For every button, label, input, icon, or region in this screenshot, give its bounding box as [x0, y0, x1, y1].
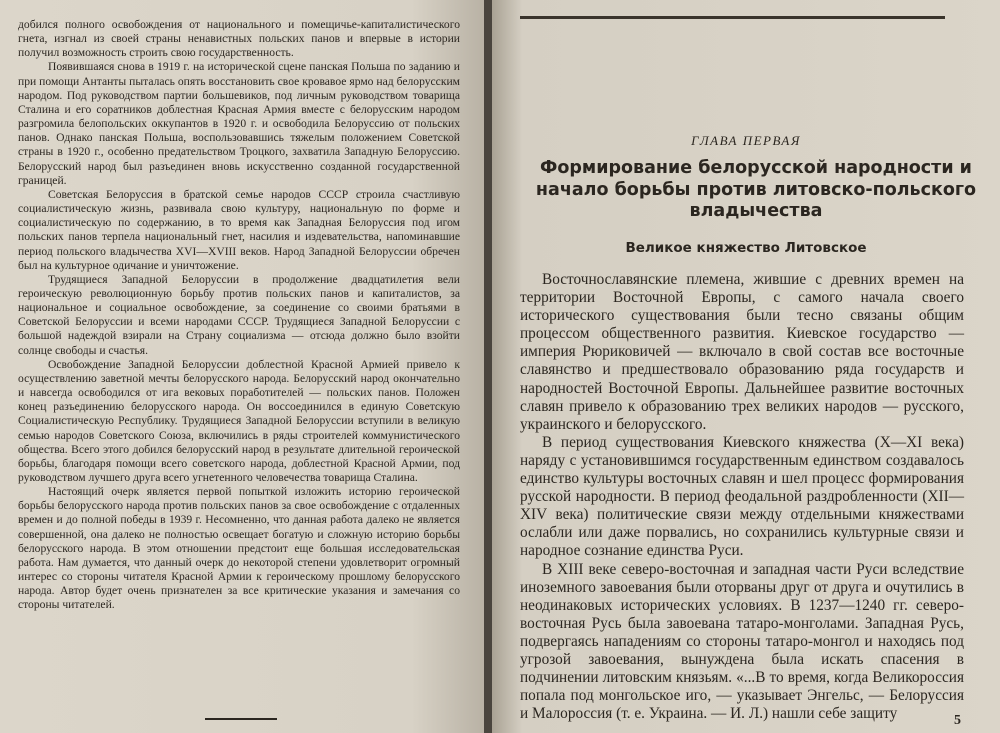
left-paragraph-5: Освобождение Западной Белоруссии доблестной Красной Армией привело к осуществлению заветной мечты белорусского народа. Белорусский народ окончательно и навсегда освободился от ига вековых поработителей — польских панов. Положен конец разъединению белорусского народа. Он воссоединился в единую Советскую Социалистическую Республику. Трудящиеся Западной Белоруссии вступили в великую семью народов Советского Союза, включились в ряды строителей коммунистического общества. Всего этого добился белорусский народ в результате длительной героической борьбы, благодаря помощи всего советского народа, доблестной Красной Армии, под руководством лучшего друга всего угнетенного человечества товарища Сталина. [18, 357, 460, 484]
header-rule [520, 16, 940, 19]
left-paragraph-3: Советская Белоруссия в братской семье народов СССР строила счастливую социалистическую жизнь, развивала свою культуру, национальную по форме и социалистическую по содержанию, в то время как Западная Белоруссия под игом польских панов терпела национальный гнет, насилия и издевательства, напоминавшие период польского владычества XVI—XVIII веков. Народ Западной Белоруссии обречен был на культурное одичание и уничтожение. [18, 187, 460, 272]
page-number: 5 [954, 713, 961, 728]
section-title: Великое княжество Литовское [625, 240, 867, 256]
left-page [0, 0, 484, 733]
header-rule-end [940, 16, 945, 19]
book-gutter [484, 0, 492, 733]
left-paragraph-2: Появившаяся снова в 1919 г. на исторической сцене панская Польша по заданию и при помощи Антанты пыталась опять восстановить свое кровавое ярмо над белорусским народом. Под руководством партии большевиков, под личным руководством товарища Сталина и его соратников доблестная Красная Армия вместе с белорусским народом разгромила белопольских оккупантов в 1920 г. и освободила Белоруссию от польских панов. Однако панская Польша, воспользовавшись тяжелым положением Советской страны в 1920 г., особенно предательством Троцкого, захватила Западную Белоруссию. Белорусский народ был разъединен вновь искусственно созданной государственной границей. [18, 60, 460, 187]
right-page-text [520, 271, 964, 723]
end-rule [205, 718, 277, 720]
right-paragraph-3: В XIII веке северо-восточная и западная части Руси вследствие иноземного завоевания были оторваны друг от друга и очутились в неодинаковых исторических условиях. В 1237—1240 гг. северо-восточная Русь была завоевана татаро-монголами. Западная Русь, подвергаясь нападениям со стороны татаро-монгол и находясь под угрозой завоевания, вынуждена была искать спасения в подчинении литовским князьям. «...В то время, когда Великороссия попала под монгольское иго, — указывает Энгельс, — Белоруссия и Малороссия (т. е. Украина. — И. Л.) нашли себе защиту [520, 560, 964, 723]
left-paragraph-1: добился полного освобождения от национального и помещичье-капиталистического гнета, изгнал из своей страны ненавистных польских панов и впервые в истории получил возможность строить свою государственность. [18, 18, 460, 60]
right-page [492, 0, 1000, 733]
chapter-label: ГЛАВА ПЕРВАЯ [691, 133, 801, 148]
right-paragraph-1: Восточнославянские племена, жившие с древних времен на территории Восточной Европы, с самого начала своего исторического существования были тесно связаны общим процессом общественного развития. Киевское государство — империя Рюриковичей — включало в свой состав все восточные славянство и предшествовало образованию ряда государств и народностей Восточной Европы. Дальнейшее развитие восточных славян привело к образованию трех великих народов — русского, украинского и белорусского. [520, 271, 964, 433]
right-paragraph-2: В период существования Киевского княжества (X—XI века) наряду с установившимся государственным единством создавалось единство культуры восточных славян и шел процесс формирования русской народности. В период феодальной раздробленности (XII—XIV века) политические связи между отдельными княжествами ослабли или даже порвались, но сохранились культурные связи и народное сознание единства Руси. [520, 433, 964, 560]
left-page-text [18, 18, 460, 613]
left-paragraph-6: Настоящий очерк является первой попыткой изложить историю героической борьбы белорусского народа против польских панов за свое освобождение с отдаленных времен и до полной победы в 1939 г. Несомненно, что данная работа далеко не является совершенной, она далеко не полностью освещает богатую и сложную историю борьбы белорусского народа. В этом отношении предстоит еще большая исследовательская работа. Нам думается, что данный очерк до некоторой степени удовлетворит огромный интерес со стороны читателя Красной Армии к героическому прошлому белорусского народа. Автор будет очень признателен за все критические указания и замечания со стороны читателей. [18, 485, 460, 612]
chapter-title: Формирование белорусской народности и начало борьбы против литовско-польского владычества [535, 158, 977, 221]
left-paragraph-4: Трудящиеся Западной Белоруссии в продолжение двадцатилетия вели героическую революционную борьбу против польских панов и капиталистов, за национальное и социальное освобождение, за соединение со своими братьями в Советской Белоруссии и всеми народами СССР. Трудящиеся Западной Белоруссии с большой надеждой взирали на Страну социализма — отсюда должно было взойти солнце свободы и счастья. [18, 272, 460, 357]
